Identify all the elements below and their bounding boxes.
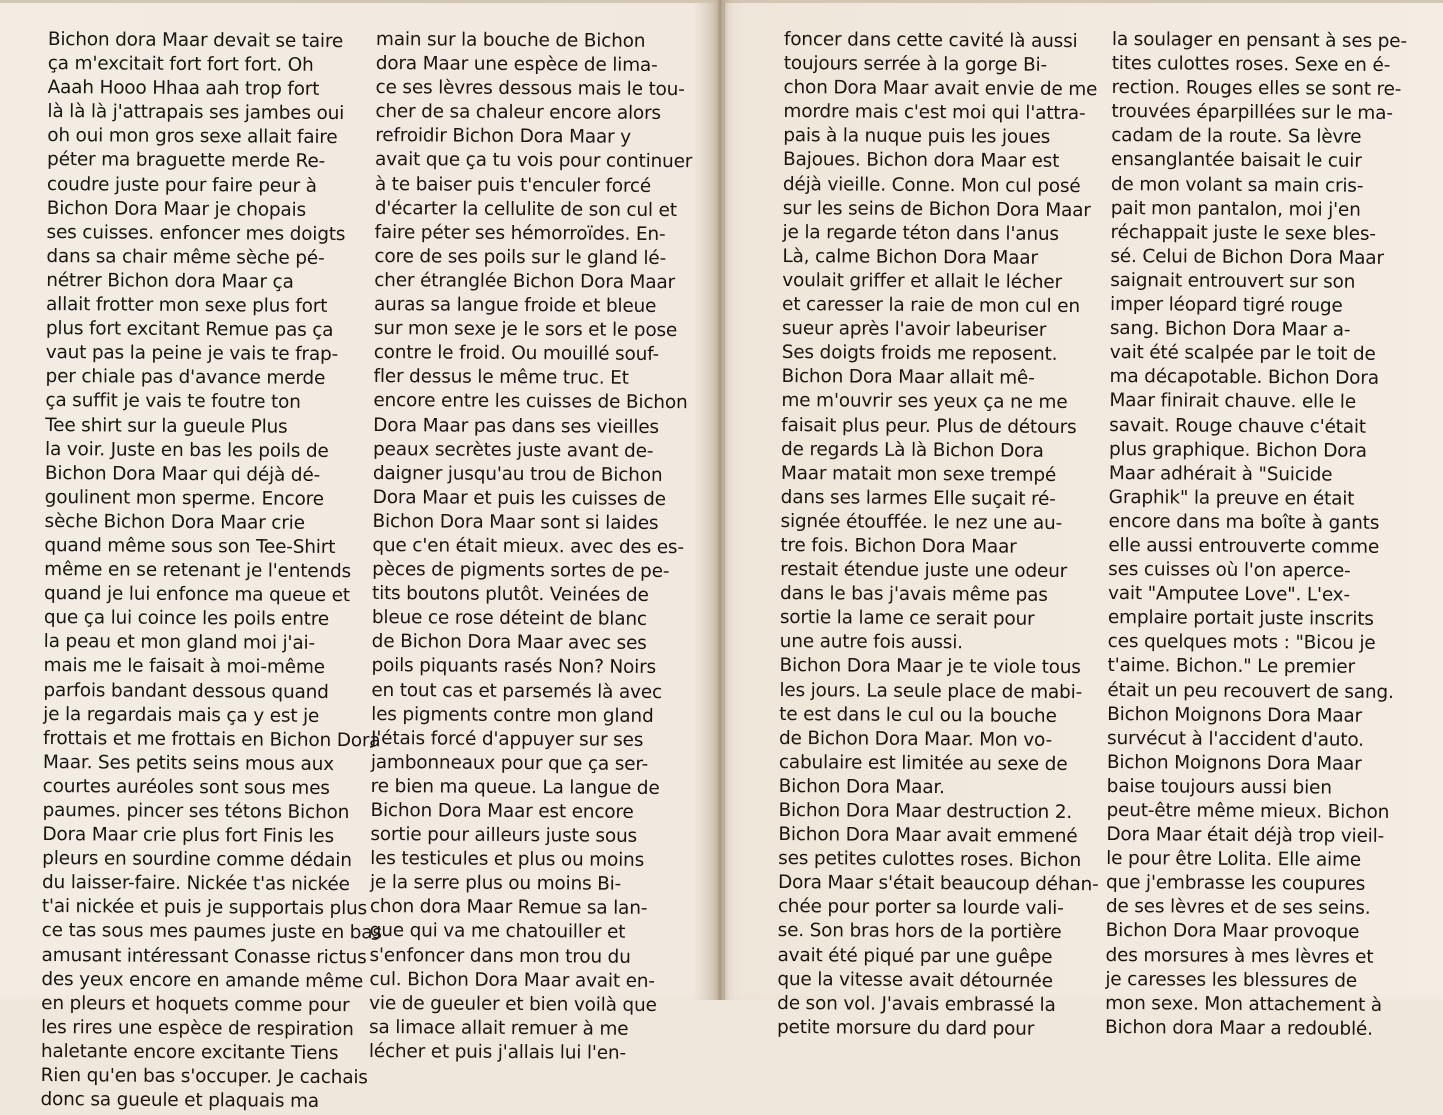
text-line: de mon volant sa main cris- [1110, 173, 1364, 197]
text-line: gue qui va me chatouiller et [369, 920, 626, 944]
text-line: Dora Maar s'était beaucoup déhan- [777, 872, 1099, 896]
left-page [0, 0, 718, 1113]
text-line: peut-être même mieux. Bichon [1106, 799, 1390, 823]
text-line: tites culottes roses. Sexe en é- [1111, 53, 1391, 77]
text-line: Là, calme Bichon Dora Maar [782, 245, 1038, 269]
text-line: faire péter ses hémorroïdes. En- [374, 221, 666, 245]
text-line: encore dans ma boîte à gants [1108, 510, 1380, 534]
text-line: petite morsure du dard pour [776, 1016, 1035, 1040]
text-line: amusant intéressant Conasse rictus [41, 944, 367, 968]
text-line: fler dessus le même truc. Et [373, 366, 629, 390]
text-line: sa limace allait remuer à me [368, 1016, 629, 1040]
text-line: plus fort excitant Remue pas ça [45, 318, 334, 342]
text-line: sueur après l'avoir labeuriser [781, 318, 1047, 341]
text-line: t'ai nickée et puis je supportais plus [41, 896, 368, 920]
text-line: paumes. pincer ses tétons Bichon [42, 799, 350, 824]
text-line: je caresses les blessures de [1105, 968, 1358, 992]
text-line: Dora Maar crie plus fort Finis les [42, 824, 335, 848]
text-line: là là là j'attrapais ses jambes oui [47, 101, 345, 125]
text-line: oh oui mon gros sexe allait faire [47, 125, 338, 149]
text-line: vait été scalpée par le toit de [1109, 342, 1376, 366]
text-line: survécut à l'accident d'auto. [1106, 727, 1364, 751]
text-line: elle aussi entrouverte comme [1108, 534, 1380, 558]
text-line: Bichon Dora Maar avait emmené [778, 824, 1078, 848]
text-line: jambonneaux pour que ça ser- [370, 751, 649, 775]
text-line: chée pour porter sa lourde vali- [777, 896, 1064, 920]
text-line: de ses lèvres et de ses seins. [1105, 896, 1371, 920]
text-line: une autre fois aussi. [779, 631, 963, 654]
text-line: la voir. Juste en bas les poils de [44, 438, 329, 462]
text-line: les rires une espèce de respiration [40, 1016, 354, 1041]
text-line: peaux secrètes juste avant de- [372, 438, 654, 462]
text-line: pèces de pigments sortes de pe- [372, 559, 670, 583]
text-line: les pigments contre mon gland [371, 703, 654, 727]
text-line: saignait entrouvert sur son [1110, 269, 1356, 293]
text-line: ce tas sous mes paumes juste en bas [41, 920, 382, 944]
text-line: haletante encore excitante Tiens [40, 1040, 339, 1064]
text-line: le pour être Lolita. Elle aime [1106, 848, 1362, 871]
text-line: réchappait juste le sexe bles- [1110, 221, 1376, 245]
text-line: pait mon pantalon, moi j'en [1110, 197, 1361, 221]
text-line: Bichon Dora Maar provoque [1105, 920, 1360, 944]
text-line: et caresser la raie de mon cul en [781, 294, 1080, 318]
text-line: Dora Maar et puis les cuisses de [372, 486, 666, 510]
text-line: vait "Amputee Love". L'ex- [1107, 583, 1351, 606]
text-line: de Bichon Dora Maar. Mon vo- [778, 727, 1053, 751]
text-line: Maar. Ses petits seins mous aux [42, 751, 334, 775]
text-line: emplaire portait juste inscrits [1107, 607, 1374, 631]
text-line: re bien ma queue. La langue de [370, 775, 660, 799]
text-line: rection. Rouges elles se sont re- [1111, 77, 1402, 101]
text-line: ses cuisses. enfoncer mes doigts [46, 221, 346, 245]
text-line: sortie la lame ce serait pour [779, 607, 1035, 631]
right-page [724, 0, 1443, 1040]
text-line: foncer dans cette cavité là aussi [783, 28, 1078, 53]
text-line: coudre juste pour faire peur à [46, 173, 317, 197]
text-line: que j'embrasse les coupures [1105, 872, 1366, 896]
text-line: Dora Maar pas dans ses vieilles [373, 414, 659, 438]
text-line: Rien qu'en bas s'occuper. Je cachais [40, 1065, 368, 1089]
text-line: se. Son bras hors de la portière [777, 920, 1062, 944]
text-line: les jours. La seule place de mabi- [779, 679, 1083, 703]
text-line: cul. Bichon Dora Maar avait en- [369, 968, 655, 992]
text-line: déjà vieille. Conne. Mon cul posé [782, 173, 1081, 197]
text-line: quand même sous son Tee-Shirt [44, 534, 336, 558]
text-line: courtes auréoles sont sous mes [42, 775, 330, 799]
text-line: Ses doigts froids me reposent. [781, 342, 1058, 366]
text-line: que la vitesse avait détournée [777, 968, 1053, 992]
text-line: voulait griffer et allait le lécher [782, 269, 1062, 293]
text-line: je la regarde téton dans l'anus [782, 221, 1059, 245]
text-line: la peau et mon gland moi j'ai- [43, 631, 315, 655]
text-line: ma décapotable. Bichon Dora [1109, 366, 1379, 390]
left-page-column-2 [369, 28, 692, 1066]
text-line: ça m'excitait fort fort fort. Oh [47, 53, 314, 76]
text-line: ça suffit je vais te foutre ton [45, 390, 301, 414]
text-line: Bichon Dora Maar sont si laides [372, 510, 659, 534]
text-line: te est dans le cul ou la bouche [779, 703, 1057, 727]
text-line: cabulaire est limitée au sexe de [778, 751, 1068, 775]
text-line: frottais et me frottais en Bichon Dora [42, 727, 381, 752]
text-line: quand je lui enfonce ma queue et [43, 583, 350, 607]
text-line: sur les seins de Bichon Dora Maar [782, 197, 1091, 221]
text-line: t'aime. Bichon." Le premier [1107, 655, 1355, 679]
text-line: donc sa gueule et plaquais ma [40, 1089, 320, 1113]
right-page-column-1 [777, 28, 1108, 1042]
text-line: je la serre plus ou moins Bi- [369, 872, 622, 896]
text-line: allait frotter mon sexe plus fort [45, 294, 328, 317]
text-line: mais me le faisait à moi-même [43, 655, 325, 679]
text-line: Bichon Dora Maar je te viole tous [779, 655, 1081, 679]
text-line: dans le bas j'avais même pas [779, 583, 1048, 607]
text-line: Bichon Dora Maar destruction 2. [778, 799, 1073, 824]
text-line: d'écarter la cellulite de son cul et [374, 197, 677, 221]
text-line: sortie pour ailleurs juste sous [370, 824, 638, 847]
text-line: Maar finirait chauve. elle le [1109, 390, 1357, 414]
text-line: les testicules et plus ou moins [370, 848, 645, 872]
text-line: Maar matait mon sexe trempé [780, 462, 1057, 486]
text-line: daigner jusqu'au trou de Bichon [372, 462, 663, 486]
text-line: main sur la bouche de Bichon [375, 28, 646, 52]
text-line: à te baiser puis t'enculer forcé [374, 173, 652, 197]
text-line: bleue ce rose déteint de blanc [371, 607, 647, 631]
text-line: restait étendue juste une odeur [780, 559, 1068, 583]
text-line: poils piquants rasés Non? Noirs [371, 655, 657, 679]
text-line: en tout cas et parsemés là avec [371, 679, 663, 703]
text-line: avait que ça tu vois pour continuer [375, 149, 693, 173]
text-line: refroidir Bichon Dora Maar y [375, 125, 631, 149]
text-line: cadam de la route. Sa lèvre [1111, 125, 1362, 149]
text-line: péter ma braguette merde Re- [47, 149, 326, 173]
text-line: ces quelques mots : "Bicou je [1107, 631, 1376, 655]
text-line: Aaah Hooo Hhaa aah trop fort [47, 77, 320, 101]
text-line: faisait plus peur. Plus de détours [781, 414, 1077, 438]
text-line: sèche Bichon Dora Maar crie [44, 510, 305, 534]
left-page-column-1 [40, 28, 382, 1114]
text-line: vaut pas la peine je vais te frap- [45, 342, 339, 366]
text-line: imper léopard tigré rouge [1109, 294, 1343, 317]
text-line: ses petites culottes roses. Bichon [778, 848, 1082, 872]
text-line: tre fois. Bichon Dora Maar [780, 534, 1017, 558]
text-line: la soulager en pensant à ses pe- [1111, 28, 1407, 53]
right-page-column-2 [1105, 28, 1434, 1042]
text-line: pleurs en sourdine comme dédain [42, 848, 352, 872]
text-line: des yeux encore en amande même [41, 968, 364, 992]
text-line: en pleurs et hoquets comme pour [41, 992, 350, 1016]
text-line: Bichon Dora Maar allait mê- [781, 366, 1035, 390]
text-line: signée étouffée. le nez une au- [780, 510, 1063, 534]
text-line: contre le froid. Ou mouillé souf- [373, 342, 659, 366]
text-line: Bichon dora Maar devait se taire [47, 28, 344, 53]
text-line: J'étais forcé d'appuyer sur ses [370, 727, 644, 751]
text-line: trouvées éparpillées sur le ma- [1111, 101, 1393, 125]
text-line: Bajoues. Bichon dora Maar est [783, 149, 1060, 173]
text-line: pais à la nuque puis les joues [783, 125, 1051, 149]
text-line: avait été piqué par une guêpe [777, 944, 1053, 968]
text-line: dans ses larmes Elle suçait ré- [780, 486, 1056, 510]
text-line: Bichon Dora Maar. [778, 775, 945, 799]
text-line: dans sa chair même sèche pé- [46, 245, 325, 269]
text-line: ce ses lèvres dessous mais le tou- [375, 77, 685, 101]
text-line: des morsures à mes lèvres et [1105, 944, 1374, 968]
text-line: ensanglantée baisait le cuir [1111, 149, 1362, 173]
text-line: de regards Là là Bichon Dora [780, 438, 1044, 462]
text-line: me m'ouvrir ses yeux ça ne me [781, 390, 1068, 414]
text-line: Graphik" la preuve en était [1108, 486, 1355, 510]
text-line: toujours serrée à la gorge Bi- [783, 53, 1048, 76]
text-line: tits boutons plutôt. Veinées de [371, 583, 649, 607]
text-line: cher étranglée Bichon Dora Maar [374, 269, 675, 294]
text-line: ses cuisses où l'on aperce- [1108, 559, 1351, 582]
text-line: même en se retenant je l'entends [44, 559, 352, 583]
text-line: Bichon Dora Maar je chopais [46, 197, 307, 221]
text-line: que c'en était mieux. avec des es- [372, 534, 684, 559]
text-line: encore entre les cuisses de Bichon [373, 390, 688, 414]
text-line: de Bichon Dora Maar avec ses [371, 631, 647, 655]
text-line: sang. Bichon Dora Maar a- [1109, 318, 1351, 341]
text-line: du laisser-faire. Nickée t'as nickée [41, 872, 350, 896]
text-line: Dora Maar était déjà trop vieil- [1106, 824, 1385, 848]
text-line: core de ses poils sur le gland lé- [374, 245, 667, 269]
text-line: goulinent mon sperme. Encore [44, 486, 324, 510]
text-line: Bichon dora Maar a redoublé. [1104, 1016, 1373, 1040]
text-line: mordre mais c'est moi qui l'attra- [783, 101, 1086, 125]
text-line: per chiale pas d'avance merde [45, 366, 326, 390]
text-line: de son vol. J'avais embrassé la [777, 992, 1056, 1016]
text-line: mon sexe. Mon attachement à [1105, 992, 1382, 1016]
text-line: savait. Rouge chauve c'était [1109, 414, 1366, 438]
text-line: Tee shirt sur la gueule Plus [45, 414, 288, 438]
text-line: parfois bandant dessous quand [43, 679, 329, 703]
text-line: nétrer Bichon dora Maar ça [46, 269, 294, 293]
text-line: dora Maar une espèce de lima- [375, 53, 658, 77]
text-line: lécher et puis j'allais lui l'en- [368, 1040, 626, 1064]
text-line: était un peu recouvert de sang. [1107, 679, 1394, 703]
text-line: s'enfoncer dans mon trou du [369, 944, 631, 968]
text-line: auras sa langue froide et bleue [373, 294, 657, 317]
text-line: vie de gueuler et bien voilà que [369, 992, 657, 1016]
text-line: Maar adhérait à "Suicide [1108, 462, 1333, 486]
text-line: plus graphique. Bichon Dora [1108, 438, 1367, 462]
text-line: sur mon sexe je le sors et le pose [373, 318, 678, 342]
text-line: cher de sa chaleur encore alors [375, 101, 661, 125]
text-line: chon dora Maar Remue sa lan- [369, 896, 648, 920]
text-line: Bichon Dora Maar est encore [370, 799, 634, 823]
text-line: sé. Celui de Bichon Dora Maar [1110, 245, 1384, 269]
text-line: que ça lui coince les poils entre [43, 607, 329, 631]
text-line: Bichon Dora Maar qui déjà dé- [44, 462, 321, 486]
text-line: baise toujours aussi bien [1106, 775, 1332, 799]
text-line: Bichon Moignons Dora Maar [1106, 751, 1362, 775]
text-line: chon Dora Maar avait envie de me [783, 77, 1098, 101]
text-line: je la regardais mais ça y est je [43, 703, 320, 727]
text-line: Bichon Moignons Dora Maar [1107, 703, 1363, 727]
